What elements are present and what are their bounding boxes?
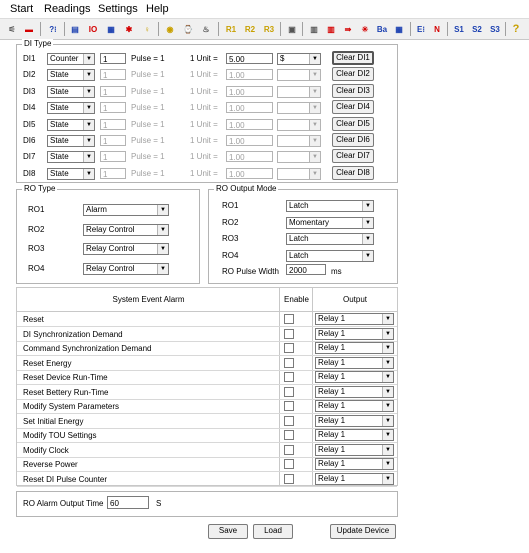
pulse-label-text: Pulse = [131,70,158,80]
io-icon[interactable]: IO [88,24,98,34]
chevron-down-icon: ▼ [362,201,373,211]
ro-type-value: Relay Control [86,224,135,234]
s3-button[interactable]: S3 [490,24,500,34]
alarm-output-value: Relay 1 [318,415,346,425]
chevron-down-icon: ▼ [157,244,168,254]
alarm-output-select[interactable] [315,371,394,383]
ro-mode-value: Latch [289,201,309,210]
pulse-label-text: Pulse = [131,103,158,113]
di-type-value: State [50,119,69,129]
chevron-down-icon: ▼ [83,103,94,113]
clear-di-button[interactable]: Clear DI2 [332,67,374,81]
event-column-header: System Event Alarm [112,295,185,304]
chevron-down-icon: ▼ [382,358,393,368]
chevron-down-icon: ▼ [309,136,320,146]
chevron-down-icon: ▼ [309,70,320,80]
alarm-output-value: Relay 1 [318,430,346,439]
enable-checkbox[interactable] [284,459,294,469]
di-name-label: DI3 [23,86,36,96]
enable-checkbox[interactable] [284,401,294,411]
ro-type-select[interactable] [83,224,169,236]
chevron-down-icon: ▼ [157,205,168,215]
settings-icon[interactable]: ✱ [125,24,133,34]
clear-di-button[interactable]: Clear DI3 [332,84,374,98]
chevron-down-icon: ▼ [83,120,94,130]
chevron-down-icon: ▼ [382,474,393,484]
alarm-event-name: Modify TOU Settings [23,431,97,440]
s1-button[interactable]: S1 [454,24,464,34]
pulse-unit-text: 1 [160,119,165,129]
alarm-output-select[interactable] [315,357,394,369]
table-row [17,356,397,371]
ro-mode-label: RO1 [222,201,239,210]
energy-icon[interactable]: ◉ [166,24,174,34]
calendar-icon[interactable]: ▣ [288,24,296,34]
unit-label: 1 Unit = [190,168,218,178]
ro-type-select[interactable] [83,243,169,255]
table-row [17,457,397,472]
di-name-label: DI1 [23,54,36,63]
device-icon[interactable]: ▬ [25,24,33,34]
di-pulse-input[interactable]: 1 [100,69,126,80]
unit-label: 1 Unit = [190,119,218,129]
ro-pulse-width-input[interactable]: 2000 [286,264,326,275]
di-pulse-input[interactable]: 1 [100,86,126,97]
di-unit-value-input[interactable]: 1.00 [226,86,273,97]
di-type-value: State [50,103,69,113]
alarm-event-name: Set Initial Energy [23,416,84,426]
di-unit-select[interactable] [277,86,321,98]
menu-settings[interactable]: Settings [98,3,138,15]
alarm-output-value: Relay 1 [318,459,346,468]
load-button[interactable]: Load [253,524,293,539]
pulse-label-text: Pulse = [131,136,158,145]
di-pulse-input[interactable]: 1 [100,53,126,64]
alarm-output-value: Relay 1 [318,386,346,396]
chevron-down-icon: ▼ [382,430,393,440]
pulse-label [131,152,165,161]
unit-label: 1 Unit = [190,103,218,113]
alarm-event-name: Modify Clock [23,445,69,455]
alarm-event-name: Reset Energy [23,358,72,368]
ro-mode-value: Momentary [289,217,330,227]
pulse-label [131,136,165,145]
alarm-output-select[interactable] [315,328,394,340]
chevron-down-icon: ▼ [362,218,373,228]
chevron-down-icon: ▼ [83,136,94,146]
toolbar [0,18,529,40]
alarm-output-select[interactable] [315,342,394,354]
chevron-down-icon: ▼ [382,401,393,411]
ro-pulse-width-unit: ms [331,267,342,276]
enable-checkbox[interactable] [284,343,294,353]
di-unit-select[interactable] [277,168,321,180]
di-pulse-input[interactable]: 1 [100,119,126,130]
clear-di-button[interactable]: Clear DI5 [332,117,374,131]
di-name-label: DI8 [23,168,36,178]
di-type-title: DI Type [24,39,52,48]
di-unit-value-input[interactable]: 1.00 [226,135,273,146]
alarm-output-value: Relay 1 [318,372,346,381]
ro-mode-label: RO3 [222,234,239,243]
alarm-event-name: Modify System Parameters [23,402,120,411]
table-row [17,472,397,487]
alarm-output-select[interactable] [315,473,394,485]
chevron-down-icon: ▼ [309,152,320,162]
chevron-down-icon: ▼ [309,103,320,113]
alarm-output-value: Relay 1 [318,444,346,454]
pulse-label [131,87,165,96]
pulse-unit-text: 1 [160,152,165,162]
di-type-value: State [50,70,69,80]
chevron-down-icon: ▼ [382,445,393,455]
chevron-down-icon: ▼ [157,225,168,235]
pulse-label [131,169,165,178]
di-type-value: Counter [50,54,79,63]
table-row [17,341,397,356]
di-unit-select[interactable] [277,69,321,81]
ro-type-label: RO4 [28,264,45,274]
menu-readings[interactable]: Readings [44,3,91,15]
di-type-select[interactable] [47,69,95,81]
alarm-output-select[interactable] [315,458,394,470]
chevron-down-icon: ▼ [83,87,94,97]
pulse-unit-text: 1 [160,168,165,178]
s2-button[interactable]: S2 [472,24,482,34]
di-name-label: DI6 [23,136,36,145]
chevron-down-icon: ▼ [83,54,94,64]
enable-checkbox[interactable] [284,474,294,484]
alarm-event-name: Reset Bettery Run-Time [23,387,109,397]
chevron-down-icon: ▼ [309,169,320,179]
alarm-output-value: Relay 1 [318,328,346,338]
pulse-label-text: Pulse = [131,119,158,129]
di-type-value: State [50,136,69,145]
di-type-value: State [50,86,69,96]
report-icon[interactable]: Ba [376,24,388,34]
alarm-event-name: Reset [23,315,44,324]
di-unit-select[interactable] [277,135,321,147]
n-icon[interactable]: N [434,24,440,34]
di-unit-value-input[interactable]: 1.00 [226,151,273,162]
table-row [17,370,397,385]
enable-checkbox[interactable] [284,372,294,382]
relay-1-button[interactable]: R1 [225,24,237,34]
table-icon[interactable]: ▦ [107,24,115,34]
alarm-icon[interactable]: ♀ [144,24,150,34]
ro-type-label: RO1 [28,205,45,214]
menu-help[interactable]: Help [146,3,169,15]
alarm-table [16,287,398,486]
chevron-down-icon: ▼ [382,329,393,339]
pulse-label [131,70,165,79]
di-type-select[interactable] [47,119,95,131]
alarm-event-name: Reset Device Run-Time [23,373,108,382]
alarm-table-header [17,288,397,312]
export-icon[interactable]: ⇛ [344,24,352,34]
di-unit-value-input[interactable]: 1.00 [226,119,273,130]
chevron-down-icon: ▼ [83,152,94,162]
enable-checkbox[interactable] [284,430,294,440]
alarm-output-value: Relay 1 [318,401,346,410]
enable-checkbox[interactable] [284,416,294,426]
alarm-event-name: Reverse Power [23,460,78,469]
unit-label: 1 Unit = [190,136,218,145]
di-type-select[interactable] [47,86,95,98]
chevron-down-icon: ▼ [309,87,320,97]
chevron-down-icon: ▼ [83,70,94,80]
relay-2-button[interactable]: R2 [244,24,256,34]
alarm-output-select[interactable] [315,400,394,412]
relay-3-button[interactable]: R3 [263,24,275,34]
alarm-output-select[interactable] [315,444,394,456]
ro-type-value: Alarm [86,205,107,214]
ro-type-label: RO2 [28,224,45,234]
alarm-output-select[interactable] [315,386,394,398]
clear-di-button[interactable]: Clear DI7 [332,149,374,163]
alarm-output-time-input[interactable]: 60 [107,496,149,509]
alarm-output-select[interactable] [315,313,394,325]
unit-label: 1 Unit = [190,70,218,80]
history-icon[interactable]: ▥ [327,24,335,34]
ro-mode-value: Latch [289,250,309,260]
pulse-unit-text: 1 [160,70,165,80]
grid-icon[interactable]: ▦ [395,24,403,34]
clock-icon[interactable]: ⌚ [183,24,193,34]
di-name-label: DI2 [23,70,36,80]
ro-mode-label: RO2 [222,217,239,227]
ro-type-select[interactable] [83,204,169,216]
alarm-event-name: Reset DI Pulse Counter [23,474,108,484]
table-row [17,428,397,443]
di-pulse-input[interactable]: 1 [100,168,126,179]
pulse-unit-text: 1 [160,86,165,96]
di-type-select[interactable] [47,168,95,180]
ro-mode-label: RO4 [222,250,239,260]
alarm-event-name: DI Synchronization Demand [23,329,123,339]
chevron-down-icon: ▼ [83,169,94,179]
pulse-label-text: Pulse = [131,152,158,162]
chevron-down-icon: ▼ [362,251,373,261]
help-icon[interactable]: ? [512,23,520,35]
ro-type-label: RO3 [28,244,45,254]
enable-checkbox[interactable] [284,314,294,324]
pulse-label-text: Pulse = [131,54,158,63]
chevron-down-icon: ▼ [382,314,393,324]
ro-type-select[interactable] [83,263,169,275]
clear-di-button[interactable]: Clear DI1 [332,51,374,65]
ro-mode-select[interactable] [286,233,374,245]
alarm-event-name: Command Synchronization Demand [23,344,152,353]
enable-checkbox[interactable] [284,358,294,368]
pulse-label-text: Pulse = [131,168,158,178]
unit-label: 1 Unit = [190,54,218,63]
di-pulse-input[interactable]: 1 [100,151,126,162]
pulse-label [131,120,165,129]
di-unit-value-input[interactable]: 1.00 [226,102,273,113]
di-unit-select[interactable] [277,102,321,114]
table-row [17,414,397,429]
table-row [17,443,397,458]
ro-mode-select[interactable] [286,200,374,212]
alarm-output-value: Relay 1 [318,473,346,483]
ro-output-mode-title: RO Output Mode [216,184,277,193]
table-row [17,327,397,342]
alarm-output-select[interactable] [315,415,394,427]
readings-icon[interactable]: ▤ [71,24,79,34]
log-icon[interactable]: ♨ [202,24,210,34]
di-unit-value-input[interactable]: 5.00 [226,53,273,64]
alarm-output-value: Relay 1 [318,343,346,352]
help-query-icon[interactable]: ?⁝ [49,24,57,34]
di-type-select[interactable] [47,102,95,114]
save-button[interactable]: Save [208,524,248,539]
chevron-down-icon: ▼ [382,459,393,469]
chevron-down-icon: ▼ [157,264,168,274]
pulse-unit-text: 1 [160,136,165,145]
pulse-unit-text: 1 [160,54,165,63]
event-icon[interactable]: ✳ [361,24,369,34]
chevron-down-icon: ▼ [362,234,373,244]
clear-di-button[interactable]: Clear DI4 [332,100,374,114]
alarm-output-time-label: RO Alarm Output Time [23,499,104,508]
alarm-output-time-unit: S [156,499,162,508]
menu-start[interactable]: Start [10,3,34,15]
di-type-select[interactable] [47,53,95,65]
alarm-output-value: Relay 1 [318,357,346,367]
di-name-label: DI4 [23,103,36,113]
energy-log-icon[interactable]: E⁝ [417,24,425,34]
di-name-label: DI7 [23,152,36,162]
pulse-label [131,103,165,112]
ro-type-value: Relay Control [86,264,135,274]
ro-type-value: Relay Control [86,244,135,254]
chevron-down-icon: ▼ [382,372,393,382]
output-column-header: Output [342,295,367,304]
pulse-unit-text: 1 [160,103,165,113]
di-unit-value-input[interactable]: 1.00 [226,168,273,179]
di-type-select[interactable] [47,135,95,147]
di-unit-value: $ [280,54,285,63]
chevron-down-icon: ▼ [382,416,393,426]
unit-label: 1 Unit = [190,152,218,162]
alarm-output-select[interactable] [315,429,394,441]
enable-checkbox[interactable] [284,329,294,339]
di-type-value: State [50,152,69,162]
pulse-label [131,54,165,63]
chevron-down-icon: ▼ [382,387,393,397]
pulse-label-text: Pulse = [131,86,158,96]
table-row [17,399,397,414]
clear-di-button[interactable]: Clear DI8 [332,166,374,180]
menu-bar [0,0,529,18]
ro-pulse-width-label: RO Pulse Width [222,267,279,276]
unit-label: 1 Unit = [190,86,218,96]
chevron-down-icon: ▼ [382,343,393,353]
di-name-label: DI5 [23,119,36,129]
chevron-down-icon: ▼ [309,54,320,64]
clear-di-button[interactable]: Clear DI6 [332,133,374,147]
table-row [17,385,397,400]
update-device-button[interactable]: Update Device [330,524,396,539]
enable-checkbox[interactable] [284,387,294,397]
di-pulse-input[interactable]: 1 [100,135,126,146]
waveform-icon[interactable]: ▥ [310,24,318,34]
di-unit-select[interactable] [277,151,321,163]
di-unit-value-input[interactable]: 1.00 [226,69,273,80]
di-type-select[interactable] [47,151,95,163]
connect-icon[interactable]: ⚟ [8,24,16,34]
enable-column-header: Enable [284,295,309,304]
di-unit-select[interactable] [277,53,321,65]
ro-mode-select[interactable] [286,217,374,229]
ro-mode-select[interactable] [286,250,374,262]
ro-type-title: RO Type [24,184,56,193]
di-type-value: State [50,168,69,178]
alarm-output-value: Relay 1 [318,314,346,323]
ro-mode-value: Latch [289,234,309,243]
di-unit-select[interactable] [277,119,321,131]
di-pulse-input[interactable]: 1 [100,102,126,113]
chevron-down-icon: ▼ [309,120,320,130]
enable-checkbox[interactable] [284,445,294,455]
table-row [17,312,397,327]
